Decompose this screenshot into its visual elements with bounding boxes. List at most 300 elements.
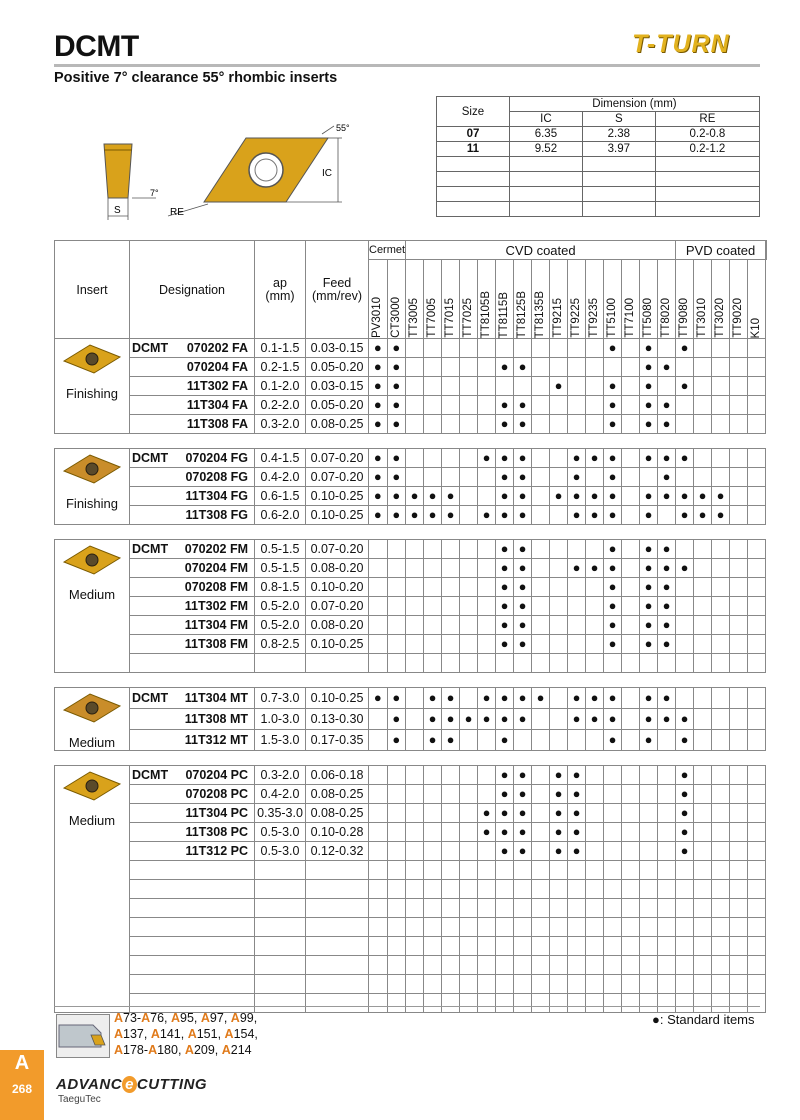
s-cell: 2.38 — [582, 127, 655, 142]
ref-letter[interactable]: A — [200, 1011, 210, 1025]
grade-availability-cell: ● — [496, 597, 514, 616]
grade-availability-cell: ● — [586, 506, 604, 525]
grade-availability-cell: ● — [514, 415, 532, 434]
ref-number[interactable]: 214 — [230, 1043, 252, 1057]
header-designation: Designation — [130, 241, 255, 339]
grade-availability-cell — [676, 597, 694, 616]
grade-availability-cell — [406, 468, 424, 487]
grade-availability-cell — [712, 449, 730, 468]
grade-availability-cell — [478, 578, 496, 597]
table-row — [55, 468, 767, 487]
blank-cell — [640, 899, 658, 918]
ap-cell: 0.4-2.0 — [255, 785, 306, 804]
grade-availability-cell: ● — [496, 842, 514, 861]
grade-availability-cell: ● — [640, 339, 658, 358]
designation-prefix: DCMT — [132, 341, 169, 355]
grade-availability-cell — [568, 415, 586, 434]
blank-cell — [478, 994, 496, 1013]
ap-cell: 0.8-2.5 — [255, 635, 306, 654]
grade-availability-cell — [730, 616, 748, 635]
grade-availability-cell — [586, 358, 604, 377]
grade-availability-cell — [442, 415, 460, 434]
grade-availability-cell — [387, 785, 406, 804]
size-header: Size — [437, 97, 510, 127]
blank-cell — [622, 956, 640, 975]
grade-availability-cell — [442, 823, 460, 842]
grade-availability-cell — [369, 709, 388, 730]
grade-availability-cell: ● — [442, 506, 460, 525]
grade-label: TT5100 — [606, 298, 619, 338]
ref-letter[interactable]: A — [114, 1011, 124, 1025]
blank-cell — [387, 975, 406, 994]
ref-number[interactable]: 141, — [159, 1027, 188, 1041]
blank-cell — [514, 861, 532, 880]
ref-number[interactable]: 209, — [193, 1043, 222, 1057]
grade-availability-cell — [622, 415, 640, 434]
ref-number[interactable]: 137, — [123, 1027, 151, 1041]
grade-availability-cell — [676, 468, 694, 487]
grade-availability-cell — [622, 730, 640, 751]
grade-availability-cell — [532, 449, 550, 468]
grade-availability-cell — [730, 597, 748, 616]
grade-availability-cell: ● — [496, 449, 514, 468]
ref-letter[interactable]: A — [114, 1043, 124, 1057]
blank-cell — [622, 880, 640, 899]
designation-cell — [130, 339, 255, 358]
grade-availability-cell — [442, 785, 460, 804]
grade-availability-cell — [387, 559, 406, 578]
designation-cell — [130, 597, 255, 616]
grade-availability-cell: ● — [604, 559, 622, 578]
grade-availability-cell — [730, 415, 748, 434]
grade-availability-cell — [694, 804, 712, 823]
grade-availability-cell — [478, 785, 496, 804]
grade-availability-cell — [568, 730, 586, 751]
grade-availability-cell — [387, 578, 406, 597]
grade-label: TT7025 — [462, 298, 475, 338]
grade-availability-cell — [478, 540, 496, 559]
blank-cell — [496, 994, 514, 1013]
grade-availability-cell: ● — [676, 730, 694, 751]
grade-availability-cell — [442, 842, 460, 861]
grade-availability-cell — [748, 730, 766, 751]
table-row — [55, 506, 767, 525]
blank-cell — [622, 918, 640, 937]
grade-availability-cell — [369, 766, 388, 785]
ref-letter[interactable]: A — [148, 1043, 158, 1057]
grade-availability-cell: ● — [586, 709, 604, 730]
grade-availability-cell: ● — [514, 358, 532, 377]
grade-availability-cell: ● — [369, 396, 388, 415]
grade-availability-cell: ● — [694, 487, 712, 506]
ref-number[interactable]: 99, — [239, 1011, 258, 1025]
grade-availability-cell — [369, 559, 388, 578]
designation-code: 070204 PC — [185, 768, 248, 782]
ref-letter[interactable]: A — [187, 1027, 197, 1041]
grade-availability-cell: ● — [658, 688, 676, 709]
blank-cell — [478, 956, 496, 975]
grade-availability-cell — [622, 616, 640, 635]
grade-availability-cell — [442, 358, 460, 377]
ref-number[interactable]: 73- — [123, 1011, 142, 1025]
designation-code: 11T308 FA — [186, 417, 248, 431]
ref-letter[interactable]: A — [141, 1011, 151, 1025]
ref-number[interactable]: 151, — [196, 1027, 225, 1041]
blank-cell — [640, 880, 658, 899]
ap-cell: 0.5-1.5 — [255, 540, 306, 559]
grade-availability-cell — [424, 396, 442, 415]
label-re: RE — [170, 207, 184, 218]
feed-cell: 0.17-0.35 — [306, 730, 369, 751]
grade-availability-cell — [748, 540, 766, 559]
grade-availability-cell — [658, 842, 676, 861]
grade-availability-cell — [586, 377, 604, 396]
grade-availability-cell: ● — [387, 339, 406, 358]
blank-cell — [306, 937, 369, 956]
table-row — [55, 449, 767, 468]
grade-availability-cell — [514, 730, 532, 751]
grade-availability-cell — [730, 688, 748, 709]
grade-availability-cell — [730, 506, 748, 525]
blank-cell — [658, 861, 676, 880]
grade-availability-cell: ● — [496, 730, 514, 751]
grade-header — [496, 260, 514, 339]
blank-cell — [442, 899, 460, 918]
designation-code: 11T304 FA — [186, 398, 248, 412]
grade-header — [658, 260, 676, 339]
blank-cell — [622, 994, 640, 1013]
grade-availability-cell — [369, 823, 388, 842]
table-row — [55, 578, 767, 597]
grade-label: TT3010 — [696, 298, 709, 338]
legend-standard-items: ●: Standard items — [652, 1012, 755, 1027]
grade-availability-cell — [442, 377, 460, 396]
grade-header — [424, 260, 442, 339]
grade-availability-cell — [748, 377, 766, 396]
grade-availability-cell — [730, 804, 748, 823]
grade-availability-cell — [694, 396, 712, 415]
grade-header — [478, 260, 496, 339]
grade-availability-cell — [676, 616, 694, 635]
table-row — [55, 823, 767, 842]
blank-cell — [478, 899, 496, 918]
grade-availability-cell: ● — [640, 396, 658, 415]
ref-number[interactable]: 154, — [233, 1027, 258, 1041]
blank-cell — [306, 880, 369, 899]
blank-cell — [604, 899, 622, 918]
blank-cell — [424, 918, 442, 937]
grade-label: TT9080 — [678, 298, 691, 338]
blank-cell — [369, 918, 388, 937]
blank-cell — [568, 861, 586, 880]
ap-cell: 0.5-2.0 — [255, 616, 306, 635]
grade-availability-cell — [460, 804, 478, 823]
table-row — [55, 785, 767, 804]
grade-availability-cell: ● — [658, 449, 676, 468]
grade-availability-cell: ● — [514, 487, 532, 506]
grade-availability-cell — [406, 578, 424, 597]
table-row — [55, 616, 767, 635]
grade-availability-cell — [387, 804, 406, 823]
blank-cell — [712, 956, 730, 975]
designation-code: 070202 FA — [186, 341, 248, 355]
grade-availability-cell: ● — [676, 559, 694, 578]
grade-availability-cell — [387, 842, 406, 861]
grade-availability-cell: ● — [676, 785, 694, 804]
grade-header — [387, 260, 406, 339]
grade-availability-cell: ● — [658, 396, 676, 415]
blank-cell — [496, 654, 514, 673]
ref-number[interactable]: 180, — [157, 1043, 185, 1057]
grade-availability-cell: ● — [478, 688, 496, 709]
grade-availability-cell: ● — [604, 540, 622, 559]
blank-cell — [712, 918, 730, 937]
application-label: Medium — [68, 587, 116, 602]
grade-availability-cell — [369, 804, 388, 823]
feed-cell: 0.08-0.20 — [306, 559, 369, 578]
grade-availability-cell — [387, 597, 406, 616]
feed-cell: 0.03-0.15 — [306, 377, 369, 396]
designation-code: 070208 FG — [185, 470, 248, 484]
blank-cell — [424, 956, 442, 975]
grade-availability-cell: ● — [496, 487, 514, 506]
designation-cell — [130, 709, 255, 730]
grade-availability-cell: ● — [658, 468, 676, 487]
blank-cell — [369, 861, 388, 880]
insert-cell — [55, 540, 130, 673]
blank-cell — [369, 975, 388, 994]
grade-availability-cell: ● — [478, 709, 496, 730]
blank-cell — [255, 899, 306, 918]
ref-letter[interactable]: A — [224, 1027, 234, 1041]
grade-group-header: PVD coated — [676, 241, 766, 260]
grade-availability-cell — [748, 415, 766, 434]
grade-availability-cell — [748, 396, 766, 415]
ap-cell: 0.4-2.0 — [255, 468, 306, 487]
table-row — [437, 127, 760, 142]
grade-availability-cell: ● — [369, 688, 388, 709]
blank-cell — [730, 654, 748, 673]
ap-cell: 0.4-1.5 — [255, 449, 306, 468]
grade-availability-cell — [424, 766, 442, 785]
ref-letter[interactable]: A — [230, 1011, 240, 1025]
grade-availability-cell — [694, 635, 712, 654]
grade-availability-cell — [424, 377, 442, 396]
grade-availability-cell: ● — [604, 415, 622, 434]
grade-availability-cell — [369, 785, 388, 804]
footer-rule — [54, 1006, 760, 1007]
grade-availability-cell — [550, 540, 568, 559]
ap-cell: 0.35-3.0 — [255, 804, 306, 823]
grade-availability-cell — [532, 709, 550, 730]
grade-availability-cell — [712, 358, 730, 377]
blank-cell — [550, 899, 568, 918]
blank-cell — [406, 918, 424, 937]
grade-availability-cell — [748, 635, 766, 654]
grade-availability-cell — [622, 358, 640, 377]
grade-label: TT9225 — [570, 298, 583, 338]
grade-availability-cell: ● — [369, 377, 388, 396]
blank-cell — [130, 956, 255, 975]
grade-availability-cell — [406, 688, 424, 709]
blank-cell — [369, 994, 388, 1013]
grade-availability-cell — [387, 540, 406, 559]
grade-availability-cell: ● — [640, 616, 658, 635]
grade-availability-cell — [568, 396, 586, 415]
blank-cell — [712, 861, 730, 880]
grade-availability-cell — [622, 823, 640, 842]
grade-availability-cell — [694, 358, 712, 377]
blank-cell — [478, 861, 496, 880]
grade-availability-cell — [748, 766, 766, 785]
blank-cell — [532, 918, 550, 937]
feed-cell: 0.08-0.25 — [306, 415, 369, 434]
ref-number[interactable]: 97, — [209, 1011, 231, 1025]
grade-availability-cell: ● — [604, 597, 622, 616]
blank-cell — [460, 899, 478, 918]
blank-cell — [676, 918, 694, 937]
grade-availability-cell: ● — [496, 616, 514, 635]
blank-cell — [550, 994, 568, 1013]
grade-availability-cell — [748, 785, 766, 804]
grade-availability-cell: ● — [514, 396, 532, 415]
grade-availability-cell — [748, 358, 766, 377]
blank-cell — [442, 918, 460, 937]
grade-availability-cell: ● — [369, 358, 388, 377]
grade-availability-cell — [406, 616, 424, 635]
grade-availability-cell: ● — [640, 449, 658, 468]
grade-availability-cell — [640, 842, 658, 861]
blank-cell — [532, 937, 550, 956]
grade-availability-cell — [478, 415, 496, 434]
grade-availability-cell: ● — [676, 766, 694, 785]
grade-availability-cell: ● — [640, 578, 658, 597]
blank-cell — [406, 937, 424, 956]
blank-cell — [387, 880, 406, 899]
grade-availability-cell — [424, 597, 442, 616]
grade-availability-cell — [532, 468, 550, 487]
grade-availability-cell — [712, 709, 730, 730]
ap-cell: 0.8-1.5 — [255, 578, 306, 597]
grade-availability-cell — [514, 377, 532, 396]
designation-cell — [130, 635, 255, 654]
grade-availability-cell — [478, 616, 496, 635]
blank-cell — [406, 956, 424, 975]
blank-cell — [130, 899, 255, 918]
dimension-header: Dimension (mm) — [509, 97, 759, 112]
grade-availability-cell: ● — [496, 785, 514, 804]
ref-number[interactable]: 95, — [180, 1011, 201, 1025]
grade-availability-cell — [424, 415, 442, 434]
ref-letter[interactable]: A — [114, 1027, 124, 1041]
grade-availability-cell — [622, 578, 640, 597]
ap-cell: 0.5-2.0 — [255, 597, 306, 616]
blank-cell — [406, 654, 424, 673]
ref-letter[interactable]: A — [221, 1043, 231, 1057]
grade-availability-cell — [550, 688, 568, 709]
grade-availability-cell — [748, 468, 766, 487]
blank-cell — [424, 975, 442, 994]
ref-number[interactable]: 178- — [123, 1043, 149, 1057]
grade-availability-cell — [550, 597, 568, 616]
blank-cell — [694, 975, 712, 994]
grade-availability-cell — [550, 468, 568, 487]
grade-availability-cell — [640, 804, 658, 823]
grade-label: TT3020 — [714, 298, 727, 338]
page-subtitle: Positive 7° clearance 55° rhombic inserts — [54, 70, 338, 86]
blank-row — [55, 956, 767, 975]
grade-availability-cell: ● — [604, 339, 622, 358]
grade-availability-cell — [424, 635, 442, 654]
designation-code: 11T312 PC — [185, 844, 248, 858]
blank-cell — [369, 899, 388, 918]
grade-availability-cell — [748, 616, 766, 635]
grade-availability-cell: ● — [640, 635, 658, 654]
blank-cell — [604, 994, 622, 1013]
ap-cell: 0.1-1.5 — [255, 339, 306, 358]
grade-availability-cell — [424, 823, 442, 842]
grade-label: TT8125B — [516, 290, 529, 338]
grade-availability-cell — [387, 616, 406, 635]
grade-availability-cell — [604, 785, 622, 804]
ap-cell: 0.6-1.5 — [255, 487, 306, 506]
ref-number[interactable]: 76, — [150, 1011, 171, 1025]
ref-letter[interactable]: A — [150, 1027, 160, 1041]
blank-cell — [712, 880, 730, 899]
grade-availability-cell — [460, 468, 478, 487]
grade-availability-cell — [730, 823, 748, 842]
ap-cell: 0.2-2.0 — [255, 396, 306, 415]
feed-cell: 0.10-0.25 — [306, 688, 369, 709]
grade-availability-cell — [622, 449, 640, 468]
blank-cell — [130, 937, 255, 956]
grade-availability-cell — [406, 823, 424, 842]
grade-availability-cell: ● — [496, 766, 514, 785]
blank-cell — [658, 975, 676, 994]
size-cell: 07 — [437, 127, 510, 142]
grade-availability-cell: ● — [568, 842, 586, 861]
title-rule — [54, 64, 760, 67]
blank-cell — [387, 654, 406, 673]
grade-availability-cell — [712, 339, 730, 358]
blank-cell — [730, 994, 748, 1013]
ap-cell: 0.1-2.0 — [255, 377, 306, 396]
grade-availability-cell — [550, 449, 568, 468]
grade-availability-cell: ● — [604, 468, 622, 487]
table-row — [55, 559, 767, 578]
brand-logo: T-TURN — [632, 30, 730, 58]
grade-availability-cell — [442, 540, 460, 559]
grade-availability-cell: ● — [694, 506, 712, 525]
blank-cell — [676, 994, 694, 1013]
ref-letter[interactable]: A — [184, 1043, 194, 1057]
grade-availability-cell — [676, 635, 694, 654]
grade-availability-cell: ● — [496, 804, 514, 823]
grade-availability-cell — [658, 339, 676, 358]
grade-availability-cell — [658, 730, 676, 751]
grade-availability-cell — [676, 688, 694, 709]
designation-cell — [130, 449, 255, 468]
grade-availability-cell — [406, 540, 424, 559]
ref-letter[interactable]: A — [171, 1011, 181, 1025]
blank-cell — [694, 994, 712, 1013]
designation-cell — [130, 578, 255, 597]
table-row — [55, 709, 767, 730]
blank-cell — [387, 899, 406, 918]
application-label: Medium — [68, 813, 116, 828]
grade-availability-cell — [532, 804, 550, 823]
grade-header — [442, 260, 460, 339]
